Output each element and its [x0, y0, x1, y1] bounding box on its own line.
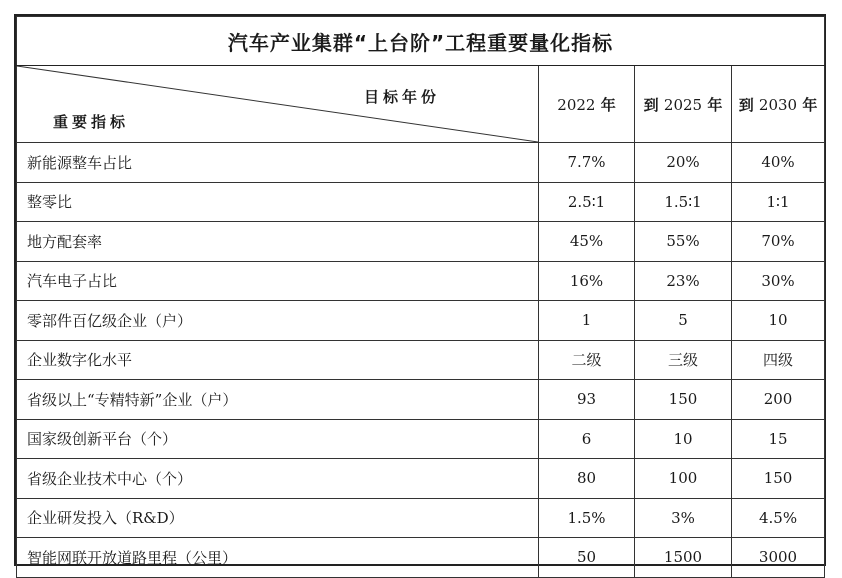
value-2022: 50	[539, 538, 635, 578]
table-title: 汽车产业集群“上台阶”工程重要量化指标	[17, 17, 825, 66]
target-year-label: 目标年份	[363, 88, 440, 106]
indicator-name: 零部件百亿级企业（户）	[17, 301, 539, 341]
table-row	[17, 182, 825, 222]
value-2025: 5	[635, 301, 732, 341]
value-2022: 80	[539, 459, 635, 499]
value-2022: 6	[539, 419, 635, 459]
value-2022: 1	[539, 301, 635, 341]
year-2025-suffix: 年	[702, 95, 723, 114]
value-2030: 70%	[732, 222, 825, 262]
indicator-name: 整零比	[17, 182, 539, 222]
value-2030: 4.5%	[732, 498, 825, 538]
value-2030: 200	[732, 380, 825, 420]
value-2030: 15	[732, 419, 825, 459]
value-2025: 20%	[635, 143, 732, 183]
value-2025: 23%	[635, 261, 732, 301]
value-2022: 7.7%	[539, 143, 635, 183]
table-row	[17, 459, 825, 499]
value-2030: 10	[732, 301, 825, 341]
year-2030-value: 2030	[758, 95, 798, 114]
table-row	[17, 538, 825, 578]
value-2030: 四级	[732, 340, 825, 380]
value-2022: 45%	[539, 222, 635, 262]
indicator-name: 省级以上“专精特新”企业（户）	[17, 380, 539, 420]
value-2030: 3000	[732, 538, 825, 578]
year-2022-suffix: 年	[595, 95, 616, 114]
year-2025-value: 2025	[663, 95, 703, 114]
table-row	[17, 419, 825, 459]
value-2025: 100	[635, 459, 732, 499]
indicator-name: 地方配套率	[17, 222, 539, 262]
header-row	[17, 66, 825, 143]
value-2025: 1.5∶1	[635, 182, 732, 222]
year-2030-suffix: 年	[797, 95, 818, 114]
indicator-name: 省级企业技术中心（个）	[17, 459, 539, 499]
table-row	[17, 380, 825, 420]
indicator-name: 国家级创新平台（个）	[17, 419, 539, 459]
value-2022: 16%	[539, 261, 635, 301]
value-2025: 150	[635, 380, 732, 420]
indicator-name: 企业研发投入（R&D）	[17, 498, 539, 538]
indicator-name: 智能网联开放道路里程（公里）	[17, 538, 539, 578]
value-2025: 55%	[635, 222, 732, 262]
value-2022: 二级	[539, 340, 635, 380]
value-2030: 30%	[732, 261, 825, 301]
title-row	[17, 17, 825, 66]
value-2025: 1500	[635, 538, 732, 578]
year-2025-prefix: 到	[643, 95, 664, 114]
value-2022: 2.5∶1	[539, 182, 635, 222]
indicator-name: 汽车电子占比	[17, 261, 539, 301]
value-2025: 三级	[635, 340, 732, 380]
year-header-2022	[539, 66, 635, 143]
table-row	[17, 143, 825, 183]
year-header-2030	[732, 66, 825, 143]
value-2022: 93	[539, 380, 635, 420]
table-row	[17, 261, 825, 301]
indicator-name: 新能源整车占比	[17, 143, 539, 183]
indicator-table	[16, 16, 825, 578]
indicator-name: 企业数字化水平	[17, 340, 539, 380]
value-2030: 150	[732, 459, 825, 499]
value-2030: 1∶1	[732, 182, 825, 222]
value-2022: 1.5%	[539, 498, 635, 538]
value-2030: 40%	[732, 143, 825, 183]
year-2030-prefix: 到	[738, 95, 759, 114]
table-row	[17, 301, 825, 341]
year-2022-value: 2022	[557, 95, 596, 114]
year-header-2025	[635, 66, 732, 143]
indicator-table-frame	[14, 14, 826, 566]
table-row	[17, 498, 825, 538]
diagonal-header-cell	[17, 66, 539, 143]
value-2025: 3%	[635, 498, 732, 538]
table-row	[17, 222, 825, 262]
key-indicator-label: 重要指标	[53, 113, 130, 131]
value-2025: 10	[635, 419, 732, 459]
table-row	[17, 340, 825, 380]
